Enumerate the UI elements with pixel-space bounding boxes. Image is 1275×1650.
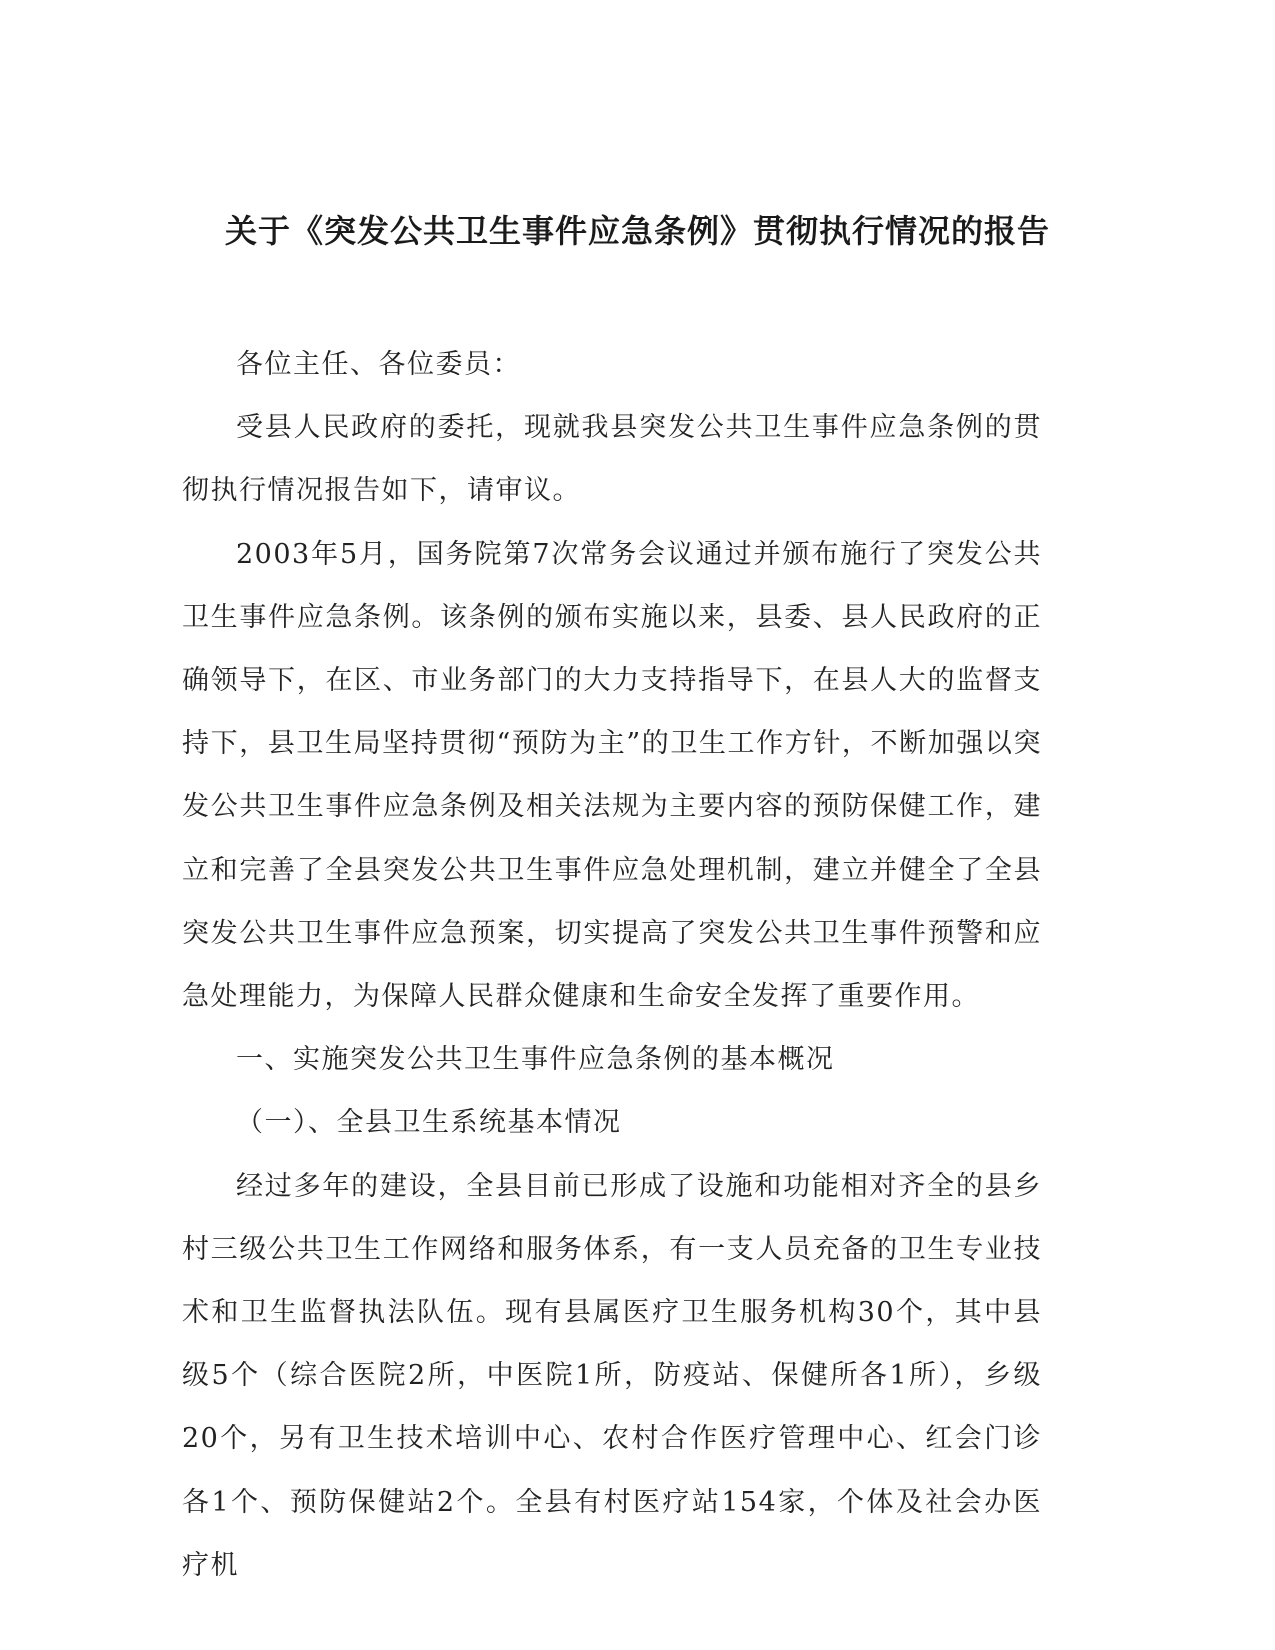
paragraph-intro: 受县人民政府的委托，现就我县突发公共卫生事件应急条例的贯彻执行情况报告如下，请审议。	[182, 412, 1042, 507]
document-body	[182, 333, 1042, 1597]
salutation: 各位主任、各位委员：	[236, 349, 521, 380]
subsection-heading: （一）、全县卫生系统基本情况	[236, 1107, 622, 1139]
section-heading: 一、实施突发公共卫生事件应急条例的基本概况	[236, 1044, 835, 1076]
paragraph-background: 2003年5月，国务院第7次常务会议通过并颁布施行了突发公共卫生事件应急条例。该条例的颁布实施以来，县委、县人民政府的正确领导下，在区、市业务部门的大力支持指导下，在县人大的监督支持下，县卫生局坚持贯彻“预防为主”的卫生工作方针，不断加强以突发公共卫生事件应急条例及相关法规为主要内容的预防保健工作，建立和完善了全县突发公共卫生事件应急处理机制，建立并健全了全县突发公共卫生事件应急预案，切实提高了突发公共卫生事件预警和应急处理能力，为保障人民群众健康和生命安全发挥了重要作用。	[182, 538, 1042, 1013]
paragraph-system-overview: 经过多年的建设，全县目前已形成了设施和功能相对齐全的县乡村三级公共卫生工作网络和服务体系，有一支人员充备的卫生专业技术和卫生监督执法队伍。现有县属医疗卫生服务机构30个，其中县级5个（综合医院2所，中医院1所，防疫站、保健所各1所），乡级20个，另有卫生技术培训中心、农村合作医疗管理中心、红会门诊各1个、预防保健站2个。全县有村医疗站154家，个体及社会办医疗机	[182, 1170, 1042, 1581]
document-title: 关于《突发公共卫生事件应急条例》贯彻执行情况的报告	[224, 212, 1050, 250]
